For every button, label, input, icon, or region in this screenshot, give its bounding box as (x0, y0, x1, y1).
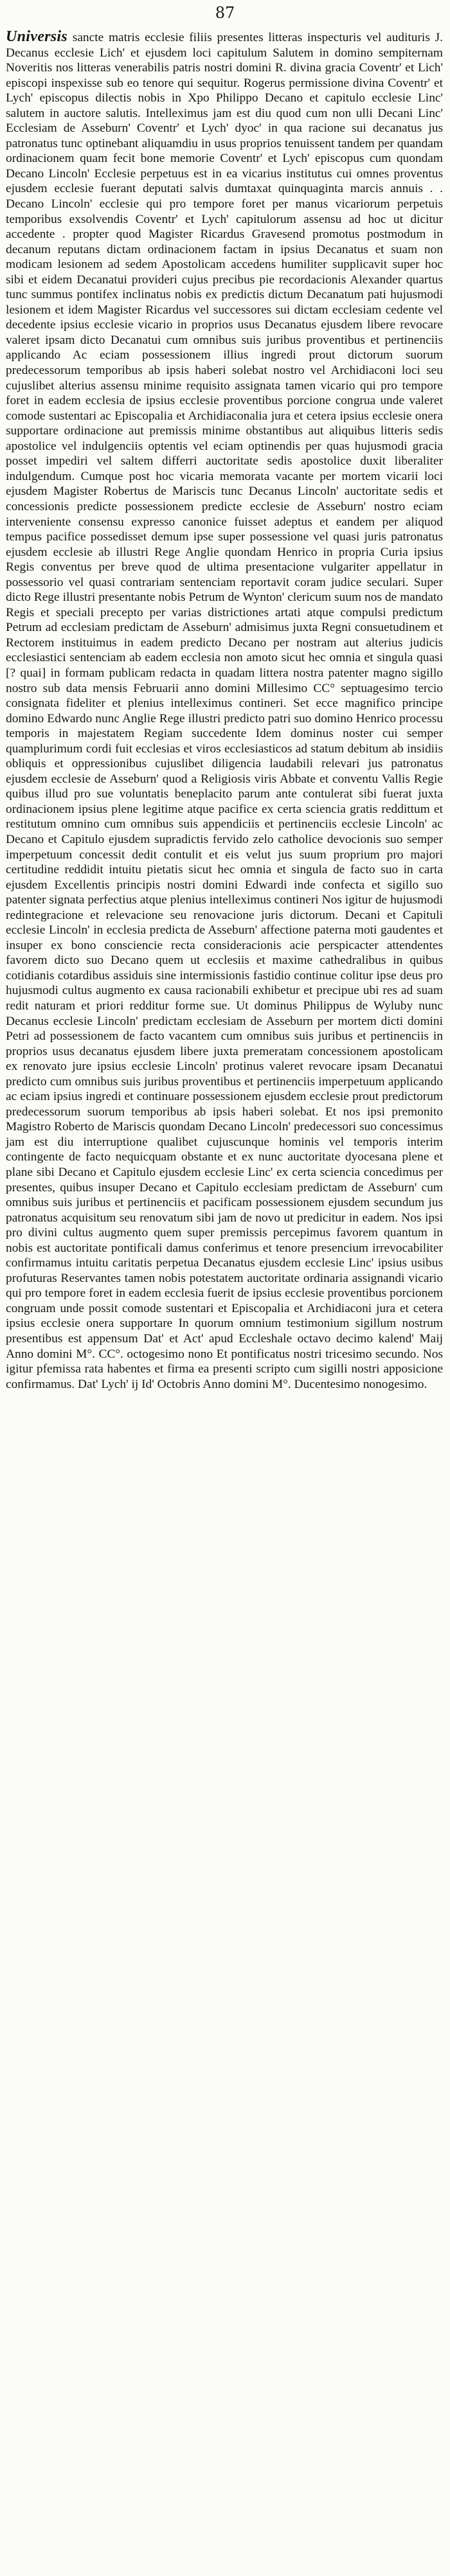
page-number: 87 (215, 4, 235, 22)
initial-word: Universis (6, 28, 68, 45)
charter-body: sancte matris ecclesie filiis presentes litteras inspecturis vel audituris J. Decanus ecclesie Lich' et ejusdem loci capitulum Salutem in domino sempiternam Noveritis nos litteras venerabilis patris nostri domini R. divina gracia Coventr' et Lich' episcopi inspexisse sub eo tenore qui sequitur. Rogerus permissione divina Coventr' et Lych' episcopus dilectis nobis in Xpo Philippo Decano et capitulo ecclesie Linc' salutem in auctore salutis. Intelleximus jam est diu quod cum non ulli Decani Linc' Ecclesiam de Asseburn' Coventr' et Lych' dyoc' in qua racione sui decanatus jus patronatus tunc optinebant aliquamdiu in usus proprios tenuissent tandem per quandam ordinacionem quam fecit bone memorie Coventr' et Lych' episcopus cum quondam Decano Lincoln' Ecclesie perpetuus est in ea vicarius institutus cui omnes proventus ejusdem ecclesie fuerant deputati salvis dumtaxat quinquaginta marcis annuis . . Decano Lincoln' ecclesie qui pro tempore foret per manus vicariorum perpetuis temporibus exsolvendis Coventr' et Lych' capitulorum assensu ad hoc ut dicitur accedente . propter quod Magister Ricardus Gravesend promotus postmodum in decanum reputans dictam ordinacionem factam in ipsius Decanatus et suam non modicam lesionem ad sedem Apostolicam accedens humiliter supplicavit super hoc sibi et eidem Decanatui provideri cujus precibus pie recordacionis Alexander quartus tunc summus pontifex inclinatus nobis ex predictis dictum Decanatum pati hujusmodi lesionem et idem Magister Ricardus vel successores sui dictam ecclesiam cedente vel decedente ipsius ecclesie vicario in proprios usus Decanatus ejusdem libere revocare valeret ipsam dicto Decanatui cum omnibus suis juribus proventibus et pertinenciis applicando Ac eciam possessionem illius ingredi prout dictorum suorum predecessorum temporibus ab ipsis haberi solebat nostro vel Archidiaconi loci seu cujuslibet alterius assensu minime requisito assignata tamen vicario qui pro tempore foret in eadem ecclesia de ipsius ecclesie proventibus porcione congrua unde valeret comode sustentari ac Episcopalia et Archidiaconalia jura et cetera ipsius ecclesie onera supportare ordinacione aut premissis minime obstantibus aut aliquibus litteris sedis apostolice vel indulgenciis optentis vel eciam optinendis per quas hujusmodi gracia posset impediri vel saltem differri auctoritate sedis apostolice duxit liberaliter indulgendum. Cumque post hoc vicaria memorata vacante per mortem vicarii loci ejusdem Magister Robertus de Mariscis tunc Decanus Lincoln' auctoritate sedis et concessionis predicte possessionem predicte ecclesie de Asseburn' nostro eciam interveniente consensu expresso canonice fuisset adeptus et eandem per aliquod tempus pacifice possedisset demum ipse super possessione vel quasi juris patronatus ejusdem ecclesie ab illustri Rege Anglie quondam Henrico in propria Curia ipsius Regis conventus per breve quod de ultima presentacione vulgariter appellatur in possessorio vel quasi contrariam sentenciam reportavit coram judice seculari. Super dicto Rege illustri presentante nobis Petrum de Wynton' clericum suum nos de mandato Regis et speciali precepto per varias districtiones artati atque compulsi predictum Petrum ad ecclesiam predictam de Asseburn' admisimus juxta Regni consuetudinem et Rectorem instituimus in eadem predicto Decano per nostram aut alterius judicis ecclesiastici sentenciam ab eadem ecclesia non amoto sicut hec omnia et singula quasi [? quai] in formam publicam redacta in quadam littera nostra patenter magno sigillo nostro sub data mensis Februarii anno domini Millesimo CC° septuagesimo tercio consignata fideliter et plenius intelleximus contineri. Set ecce magnifico principe domino Edwardo nunc Anglie Rege illustri predicto patri suo domino Henrico processu temporis in majestatem Regiam succedente Idem dominus noster cui semper quamplurimum cordi fuit ecclesias et viros ecclesiasticos ad statum debitum ab insidiis obliquis et oppressionibus cujuslibet diligencia laudabili relevari jus patronatus ejusdem ecclesie de Asseburn' quod a Religiosis viris Abbate et conventu Vallis Regie quibus illud pro sue voluntatis beneplacito parum ante contulerat sibi fuerat juxta ordinacionem ipsius plene legitime atque pacifice ex certa sciencia gratis reddittum et restitutum omnino cum omnibus suis appendiciis et pertinenciis ecclesie Lincoln' ac Decano et Capitulo ejusdem supradictis fervido zelo catholice devocionis suo semper imperpetuum concessit dedit contulit et eis velut jus suum proprium pro majori certitudine reddidit intuitu pietatis sicut hec omnia et singula de facto suo in carta ejusdem Excellentis principis nostri domini Edwardi inde confecta et sigillo suo patenter signata perfectius atque plenius intelleximus contineri Nos igitur de hujusmodi redintegracione et relevacione seu renovacione juris dictorum. Decani et Capituli ecclesie Lincoln' in ecclesia predicta de Asseburn' affectione paterna moti gaudentes et insuper ex bono consciencie recta consideracionis acie perspicacter attendentes favorem dicto suo Decano quem ut ecclesiis et maxime cathedralibus in quibus cotidianis cotardibus assiduis sine intermissionis fastidio continue colitur ipse deus pro hujusmodi cultus augmento ex causa racionabili exhibetur et precipue ubi res ad suam redit naturam et priori redditur forme sue. Ut dominus Philippus de Wyluby nunc Decanus ecclesie Lincoln' predictam ecclesiam de Asseburn per mortem dicti domini Petri ad possessionem de facto vacantem cum omnibus suis juribus et pertinenciis in proprios usus decanatus ejusdem libere juxta premeratam concessionem apostolicam ex renovato jure ipsius ecclesie Lincoln' protinus valeret revocare ipsam Decanatui predicto cum omnibus suis juribus proventibus et pertinenciis imperpetuum applicando ac eciam ipsius ingredi et continuare possessionem ejusdem ecclesie prout predictorum predecessorum suorum temporibus ab ipsis haberi solebat. Et nos ipsi premonito Magistro Roberto de Mariscis quondam Decano Lincoln' predecessori suo concessimus jam est diu interruptione qualibet cujuscunque hominis vel temporis interim contingente de facto nequicquam obstante et ex nunc auctoritate dyocesana plene et plane sibi Decano et Capitulo ejusdem ecclesie Linc' ex certa sciencia concedimus per presentes, quibus insuper Decano et Capitulo ecclesiam predictam de Asseburn' cum omnibus suis juribus et pertinenciis et pacificam possessionem ejusdem secundum jus patronatus acquisitum seu renovatum sibi jam de novo ut predicitur in eadem. Nos ipsi pro divini cultus augmento quem super premissis percepimus favorem quantum in nobis est auctoritate pontificali damus conferimus et tenore presencium irrevocabiliter confirmamus intuitu caritatis perpetua Decanatus ejusdem ecclesie Linc' ipsius usibus profuturas Reservantes tamen nobis potestatem auctoritate ordinaria assignandi vicario qui pro tempore foret in eadem ecclesia fuerit de ipsius ecclesie proventibus porcionem congruam unde possit comode sustentari et Episcopalia et Archidiaconi jura et cetera ipsius ecclesie onera supportare In quorum omnium testimonium sigillum nostrum presentibus est appensum Dat' et Act' apud Eccleshale octavo decimo kalend' Maij Anno domini M°. CC°. octogesimo nono Et pontificatus nostri tricesimo secundo. Nos igitur pfemissa rata habentes et firma ea presenti scripto cum sigilli nostri apposicione confirmamus. Dat' Lych' ij Id' Octobris Anno domini M°. Ducentesimo nonogesimo. (6, 31, 443, 1391)
charter-text (6, 30, 443, 1392)
